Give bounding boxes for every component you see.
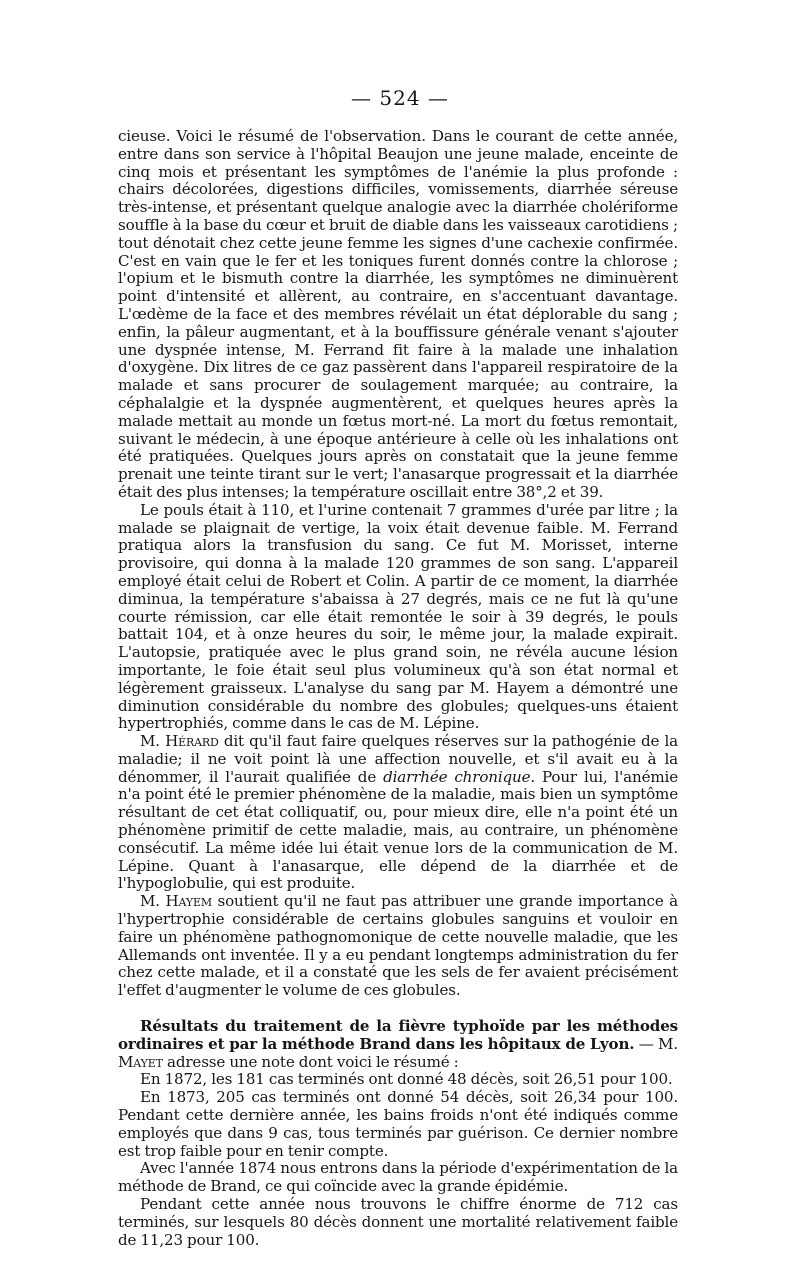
herard-italic: diarrhée chronique [383,767,531,786]
page-number: — 524 — [351,86,449,110]
speaker-mayet: Mayet [118,1052,163,1071]
paragraph-hayem [118,893,678,1000]
hayem-text: soutient qu'il ne faut pas attribuer une grande importance à l'hypertrophie considérable de certains globules sanguins et vouloir en faire un phénomène pathognomonique de cette nouvelle maladie, que les Allemands ont inventée. Il y a eu pendant longtemps administration du fer chez cette malade, et il a constaté que les sels de fer avaient précisément l'effet d'augmenter le volume de ces globules. [118,892,678,1000]
herard-text-b: . Pour lui, l'anémie n'a point été le premier phénomène de la maladie, mais bien un symptôme résultant de cet état colliquatif, ou, pour mieux dire, elle n'a point été un phénomène primitif de cette maladie, mais, au contraire, un phénomène consécutif. La même idée lui était venue lors de la communication de M. Lépine. Quant à l'anasarque, elle dépend de la diarrhée et de l'hypoglobulie, qui est produite. [118,767,679,893]
heading-text: adresse une note dont voici le résumé : [162,1052,459,1071]
heading-dash: — M. [634,1034,679,1053]
body-text [118,128,678,1249]
paragraph-herard [118,733,678,893]
section-heading-paragraph [118,1018,678,1071]
herard-text-a: dit qu'il faut faire quelques réserves sur la pathogénie de la maladie; il ne voit point là une affection nouvelle, et s'il avait eu à la dénommer, il l'aurait qualifiée de [118,732,678,786]
speaker-herard: Hérard [165,732,219,751]
m-prefix: M. [140,732,166,751]
speaker-hayem: Hayem [165,892,212,911]
m-prefix: M. [140,892,166,911]
paragraph-1874: Avec l'année 1874 nous entrons dans la période d'expérimentation de la méthode de Brand, ce qui coïncide avec la grande épidémie. [118,1159,678,1196]
section-heading: Résultats du traitement de la fièvre typhoïde par les méthodes ordinaires et par la méthode Brand dans les hôpitaux de Lyon. [118,1017,678,1053]
paragraph-712-cases: Pendant cette année nous trouvons le chiffre énorme de 712 cas terminés, sur lesquels 80 décès donnent une mortalité relativement faible de 11,23 pour 100. [118,1195,678,1249]
paragraph-pulse: Le pouls était à 110, et l'urine contenait 7 grammes d'urée par litre ; la malade se plaignait de vertige, la voix était devenue faible. M. Ferrand pratiqua alors la transfusion du sang. Ce fut M. Morisset, interne provisoire, qui donna à la malade 120 grammes de son sang. L'appareil employé était celui de Robert et Colin. A partir de ce moment, la diarrhée diminua, la température s'abaissa à 27 degrés, mais ce ne fut là qu'une courte rémission, car elle était remontée le soir à 39 degrés, le pouls battait 104, et à onze heures du soir, le même jour, la malade expirait. L'autopsie, pratiquée avec le plus grand soin, ne révéla aucune lésion importante, le foie était seul plus volumineux qu'à son état normal et légèrement graisseux. L'analyse du sang par M. Hayem a démontré une diminution considérable du nombre des globules; quelques-uns étaient hypertrophiés, comme dans le cas de M. Lépine. [118,500,678,733]
paragraph-1873: En 1873, 205 cas terminés ont donné 54 décès, soit 26,34 pour 100. Pendant cette dernière année, les bains froids n'ont été indiqués comme employés que dans 9 cas, tous terminés par guérison. Ce dernier nombre est trop faible pour en tenir compte. [118,1088,678,1160]
paragraph-observation: cieuse. Voici le résumé de l'observation. Dans le courant de cette année, entre dans son service à l'hôpital Beaujon une jeune malade, enceinte de cinq mois et présentant les symptômes de l'anémie la plus profonde : chairs décolorées, digestions difficiles, vomissements, diarrhée séreuse très-intense, et présentant quelque analogie avec la diarrhée cholériforme souffle à la base du cœur et bruit de diable dans les vaisseaux carotidiens ; tout dénotait chez cette jeune femme les signes d'une cachexie confirmée. C'est en vain que le fer et les toniques furent donnés contre la chlorose ; l'opium et le bismuth contre la diarrhée, les symptômes ne diminuèrent point d'intensité et allèrent, au contraire, en s'accentuant davantage. L'œdème de la face et des membres révélait un état déplorable du sang ; enfin, la pâleur augmentant, et à la bouffissure générale venant s'ajouter une dyspnée intense, M. Ferrand fit faire à la malade une inhalation d'oxygène. Dix litres de ce gaz passèrent dans l'appareil respiratoire de la malade et sans procurer de soulagement marquée; au contraire, la céphalalgie et la dyspnée augmentèrent, et quelques heures après la malade mettait au monde un fœtus mort-né. La mort du fœtus remontait, suivant le médecin, à une époque antérieure à celle où les inhalations ont été pratiquées. Quelques jours après on constatait que la jeune femme prenait une teinte tirant sur le vert; l'anasarque progressait et la diarrhée était des plus intenses; la température oscillait entre 38°,2 et 39. [118,127,678,501]
paragraph-1872: En 1872, les 181 cas terminés ont donné 48 décès, soit 26,51 pour 100. [140,1070,673,1089]
